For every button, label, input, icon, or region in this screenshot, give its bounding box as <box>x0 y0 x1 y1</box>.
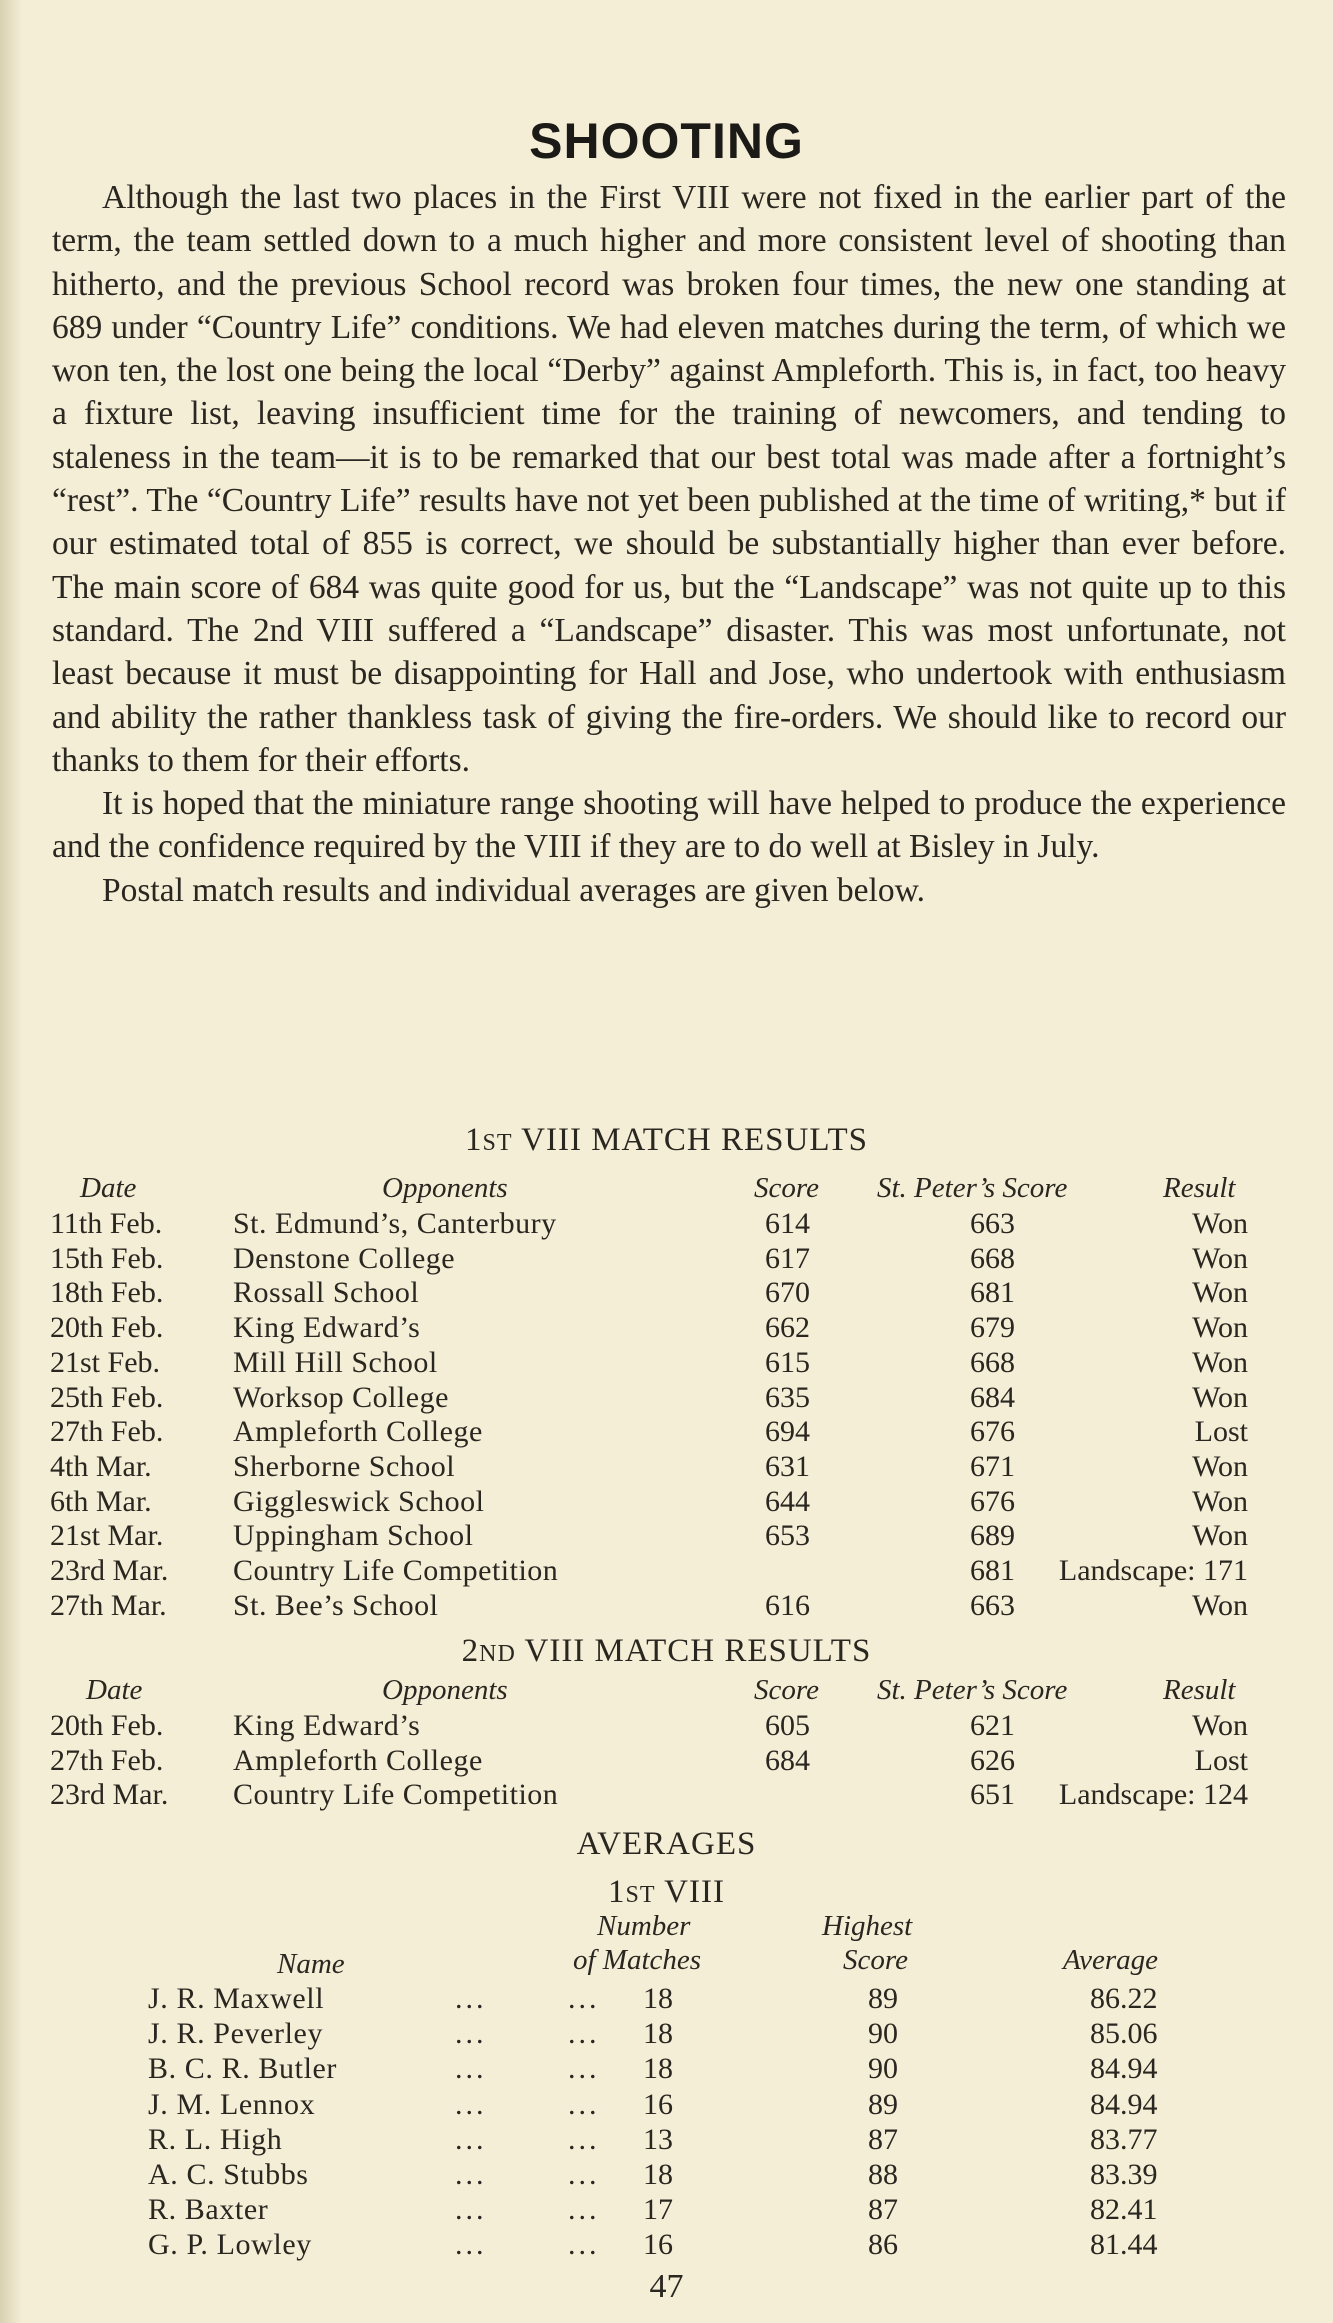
match-result: Lost <box>1194 1415 1248 1449</box>
header-result: Result <box>1163 1172 1236 1204</box>
match-sp-score: 668 <box>970 1241 1015 1275</box>
match-result: Won <box>1192 1276 1248 1310</box>
match-opponents: St. Bee’s School <box>233 1588 439 1622</box>
match-date: 25th Feb. <box>50 1380 164 1414</box>
match-opponents: Sherborne School <box>233 1449 456 1483</box>
match-date: 23rd Mar. <box>50 1778 169 1811</box>
leader-dots: ... <box>455 2158 487 2191</box>
paragraph-3: Postal match results and individual averages are given below. <box>102 871 925 909</box>
match-sp-score: 689 <box>970 1519 1015 1553</box>
match-sp-score: 663 <box>970 1588 1015 1622</box>
table-row <box>0 1311 1333 1346</box>
shooter-average: 82.41 <box>1090 2193 1158 2227</box>
match-score: 631 <box>765 1449 810 1483</box>
shooter-name: J. R. Peverley <box>148 2017 324 2051</box>
header-opponents: Opponents <box>382 1172 508 1204</box>
shooter-highest: 90 <box>868 2017 898 2051</box>
leader-dots: ... <box>568 2122 600 2156</box>
table-row <box>0 1709 1333 1744</box>
article-body <box>52 176 1286 912</box>
match-opponents: St. Edmund’s, Canterbury <box>233 1207 557 1240</box>
match-result: Won <box>1192 1484 1248 1518</box>
shooter-average: 85.06 <box>1090 2017 1158 2051</box>
shooter-highest: 89 <box>868 1982 898 2015</box>
match-date: 20th Feb. <box>50 1709 164 1742</box>
match-result: Won <box>1192 1588 1248 1622</box>
match-date: 15th Feb. <box>50 1241 164 1275</box>
shooter-matches: 16 <box>643 2087 673 2121</box>
page-number: 47 <box>649 2268 684 2305</box>
shooter-name: G. P. Lowley <box>148 2228 312 2262</box>
match-sp-score: 681 <box>970 1554 1015 1587</box>
shooter-name: A. C. Stubbs <box>148 2158 309 2191</box>
match-opponents: Rossall School <box>233 1276 420 1310</box>
match-opponents: Denstone College <box>233 1241 456 1275</box>
shooter-highest: 90 <box>868 2052 898 2086</box>
match-score: 617 <box>765 1241 810 1275</box>
leader-dots: ... <box>568 2228 600 2262</box>
match-date: 18th Feb. <box>50 1276 164 1310</box>
match-result: Landscape: 124 <box>1058 1778 1248 1811</box>
match-date: 11th Feb. <box>50 1207 163 1240</box>
table-row <box>0 1415 1333 1450</box>
first-eight-title: 1ST VIII MATCH RESULTS <box>465 1122 868 1158</box>
shooter-matches: 13 <box>643 2122 673 2156</box>
second-eight-title: 2ND VIII MATCH RESULTS <box>461 1633 872 1669</box>
match-result: Landscape: 171 <box>1058 1554 1248 1587</box>
match-sp-score: 651 <box>970 1778 1015 1811</box>
table-row <box>0 1554 1333 1589</box>
match-score: 662 <box>765 1311 810 1345</box>
shooter-average: 83.77 <box>1090 2122 1158 2156</box>
leader-dots: ... <box>455 2122 487 2156</box>
match-result: Won <box>1192 1311 1248 1345</box>
match-date: 27th Feb. <box>50 1415 164 1449</box>
leader-dots: ... <box>455 1982 487 2015</box>
shooter-highest: 87 <box>868 2193 898 2227</box>
match-sp-score: 671 <box>970 1449 1015 1483</box>
match-result: Lost <box>1194 1743 1248 1777</box>
match-sp-score: 676 <box>970 1415 1015 1449</box>
leader-dots: ... <box>568 2052 600 2086</box>
match-score: 614 <box>765 1207 810 1240</box>
shooter-name: B. C. R. Butler <box>148 2052 338 2086</box>
header-average: Average <box>1063 1944 1159 1976</box>
table-row <box>0 2228 1333 2263</box>
match-date: 20th Feb. <box>50 1311 164 1345</box>
table-row <box>0 2017 1333 2052</box>
leader-dots: ... <box>568 2193 600 2227</box>
match-opponents: Country Life Competition <box>233 1778 559 1811</box>
match-result: Won <box>1192 1449 1248 1483</box>
averages-title: AVERAGES <box>576 1826 757 1862</box>
match-sp-score: 681 <box>970 1276 1015 1310</box>
header-opponents: Opponents <box>382 1674 508 1706</box>
table-row <box>0 2158 1333 2193</box>
match-score: 684 <box>765 1743 810 1777</box>
leader-dots: ... <box>455 2193 487 2227</box>
shooter-average: 86.22 <box>1090 1982 1158 2015</box>
header-date: Date <box>80 1172 137 1204</box>
averages-subtitle: 1ST VIII <box>608 1874 725 1910</box>
paragraph-1: Although the last two places in the First VIII were not fixed in the earlier part of the term, the team settled down to a much higher and more consistent level of shooting than hitherto, and the previous School record was broken four times, the new one standing at 689 under “Country Life” conditions. We had eleven matches during the term, of which we won ten, the lost one being the local “Derby” against Ampleforth. This is, in fact, too heavy a fixture list, leaving insufficient time for the training of newcomers, and tending to staleness in the team—it is to be remarked that our best total was made after a fortnight’s “rest”. The “Country Life” results have not yet been published at the time of writing,* but if our estimated total of 855 is correct, we should be substantially higher than ever before. The main score of 684 was quite good for us, but the “Landscape” was not quite up to this standard. The 2nd VIII suffered a “Landscape” disaster. This was most unfortunate, not least because it must be disappointing for Hall and Jose, who undertook with enthusiasm and ability the rather thankless task of giving the fire-orders. We should like to record our thanks to them for their efforts. <box>52 179 1286 779</box>
match-result: Won <box>1192 1345 1248 1379</box>
header-sp-score: St. Peter’s Score <box>877 1172 1068 1204</box>
table-row <box>0 1589 1333 1624</box>
shooter-name: J. M. Lennox <box>148 2087 316 2121</box>
shooter-matches: 16 <box>643 2228 673 2262</box>
header-score: Score <box>754 1674 819 1706</box>
table-row <box>0 1381 1333 1416</box>
match-score: 635 <box>765 1380 810 1414</box>
table-row <box>0 1450 1333 1485</box>
match-opponents: King Edward’s <box>233 1311 421 1345</box>
leader-dots: ... <box>455 2052 487 2086</box>
header-of-matches: of Matches <box>573 1944 702 1976</box>
header-result: Result <box>1163 1674 1236 1706</box>
leader-dots: ... <box>455 2228 487 2262</box>
match-sp-score: 679 <box>970 1311 1015 1345</box>
match-date: 21st Feb. <box>50 1345 161 1379</box>
shooter-matches: 18 <box>643 1982 673 2015</box>
match-score: 615 <box>765 1345 810 1379</box>
shooter-average: 84.94 <box>1090 2052 1158 2086</box>
table-row <box>0 1485 1333 1520</box>
table-row <box>0 1346 1333 1381</box>
match-score: 644 <box>765 1484 810 1518</box>
match-date: 27th Feb. <box>50 1743 164 1777</box>
page-heading: SHOOTING <box>529 113 804 169</box>
match-result: Won <box>1192 1241 1248 1275</box>
match-opponents: Worksop College <box>233 1380 449 1414</box>
match-sp-score: 676 <box>970 1484 1015 1518</box>
match-score: 694 <box>765 1415 810 1449</box>
shooter-matches: 18 <box>643 2017 673 2051</box>
header-highest: Highest <box>822 1910 913 1942</box>
shooter-highest: 88 <box>868 2158 898 2191</box>
match-sp-score: 663 <box>970 1207 1015 1240</box>
leader-dots: ... <box>568 2158 600 2191</box>
shooter-name: J. R. Maxwell <box>148 1982 325 2015</box>
table-row <box>0 1242 1333 1277</box>
shooter-name: R. Baxter <box>148 2193 269 2227</box>
match-sp-score: 668 <box>970 1345 1015 1379</box>
table-row <box>0 2123 1333 2158</box>
match-score: 605 <box>765 1709 810 1742</box>
match-opponents: Giggleswick School <box>233 1484 485 1518</box>
match-result: Won <box>1192 1519 1248 1553</box>
table-row <box>0 1207 1333 1242</box>
match-opponents: King Edward’s <box>233 1709 421 1742</box>
leader-dots: ... <box>455 2017 487 2051</box>
page-spine-shadow <box>0 0 22 2323</box>
table-row <box>0 2088 1333 2123</box>
table-row <box>0 2193 1333 2228</box>
header-sp-score: St. Peter’s Score <box>877 1674 1068 1706</box>
shooter-matches: 18 <box>643 2158 673 2191</box>
shooter-matches: 17 <box>643 2193 673 2227</box>
header-name: Name <box>277 1948 345 1980</box>
match-opponents: Ampleforth College <box>233 1743 483 1777</box>
paragraph-2: It is hoped that the miniature range shooting will have helped to produce the experience and the confidence required by the VIII if they are to do well at Bisley in July. <box>52 785 1286 866</box>
table-row <box>0 1744 1333 1779</box>
leader-dots: ... <box>455 2087 487 2121</box>
match-score: 616 <box>765 1588 810 1622</box>
table-row <box>0 1519 1333 1554</box>
shooter-average: 81.44 <box>1090 2228 1158 2262</box>
match-sp-score: 684 <box>970 1380 1015 1414</box>
shooter-average: 83.39 <box>1090 2158 1158 2191</box>
shooter-average: 84.94 <box>1090 2087 1158 2121</box>
header-score: Score <box>843 1944 908 1976</box>
match-date: 27th Mar. <box>50 1588 167 1622</box>
match-opponents: Mill Hill School <box>233 1345 438 1379</box>
match-date: 23rd Mar. <box>50 1554 169 1587</box>
match-result: Won <box>1192 1709 1248 1742</box>
match-opponents: Uppingham School <box>233 1519 474 1553</box>
match-result: Won <box>1192 1207 1248 1240</box>
match-result: Won <box>1192 1380 1248 1414</box>
match-opponents: Ampleforth College <box>233 1415 483 1449</box>
match-date: 6th Mar. <box>50 1484 152 1518</box>
leader-dots: ... <box>568 1982 600 2015</box>
match-sp-score: 621 <box>970 1709 1015 1742</box>
match-date: 4th Mar. <box>50 1449 152 1483</box>
match-score: 670 <box>765 1276 810 1310</box>
match-score: 653 <box>765 1519 810 1553</box>
match-opponents: Country Life Competition <box>233 1554 559 1587</box>
shooter-name: R. L. High <box>148 2122 283 2156</box>
match-sp-score: 626 <box>970 1743 1015 1777</box>
leader-dots: ... <box>568 2017 600 2051</box>
shooter-highest: 86 <box>868 2228 898 2262</box>
shooter-matches: 18 <box>643 2052 673 2086</box>
match-date: 21st Mar. <box>50 1519 164 1553</box>
table-row <box>0 1982 1333 2017</box>
table-row <box>0 1778 1333 1813</box>
leader-dots: ... <box>568 2087 600 2121</box>
shooter-highest: 89 <box>868 2087 898 2121</box>
header-number: Number <box>597 1910 691 1942</box>
table-row <box>0 1276 1333 1311</box>
shooter-highest: 87 <box>868 2122 898 2156</box>
header-score: Score <box>754 1172 819 1204</box>
table-row <box>0 2052 1333 2087</box>
header-date: Date <box>86 1674 143 1706</box>
